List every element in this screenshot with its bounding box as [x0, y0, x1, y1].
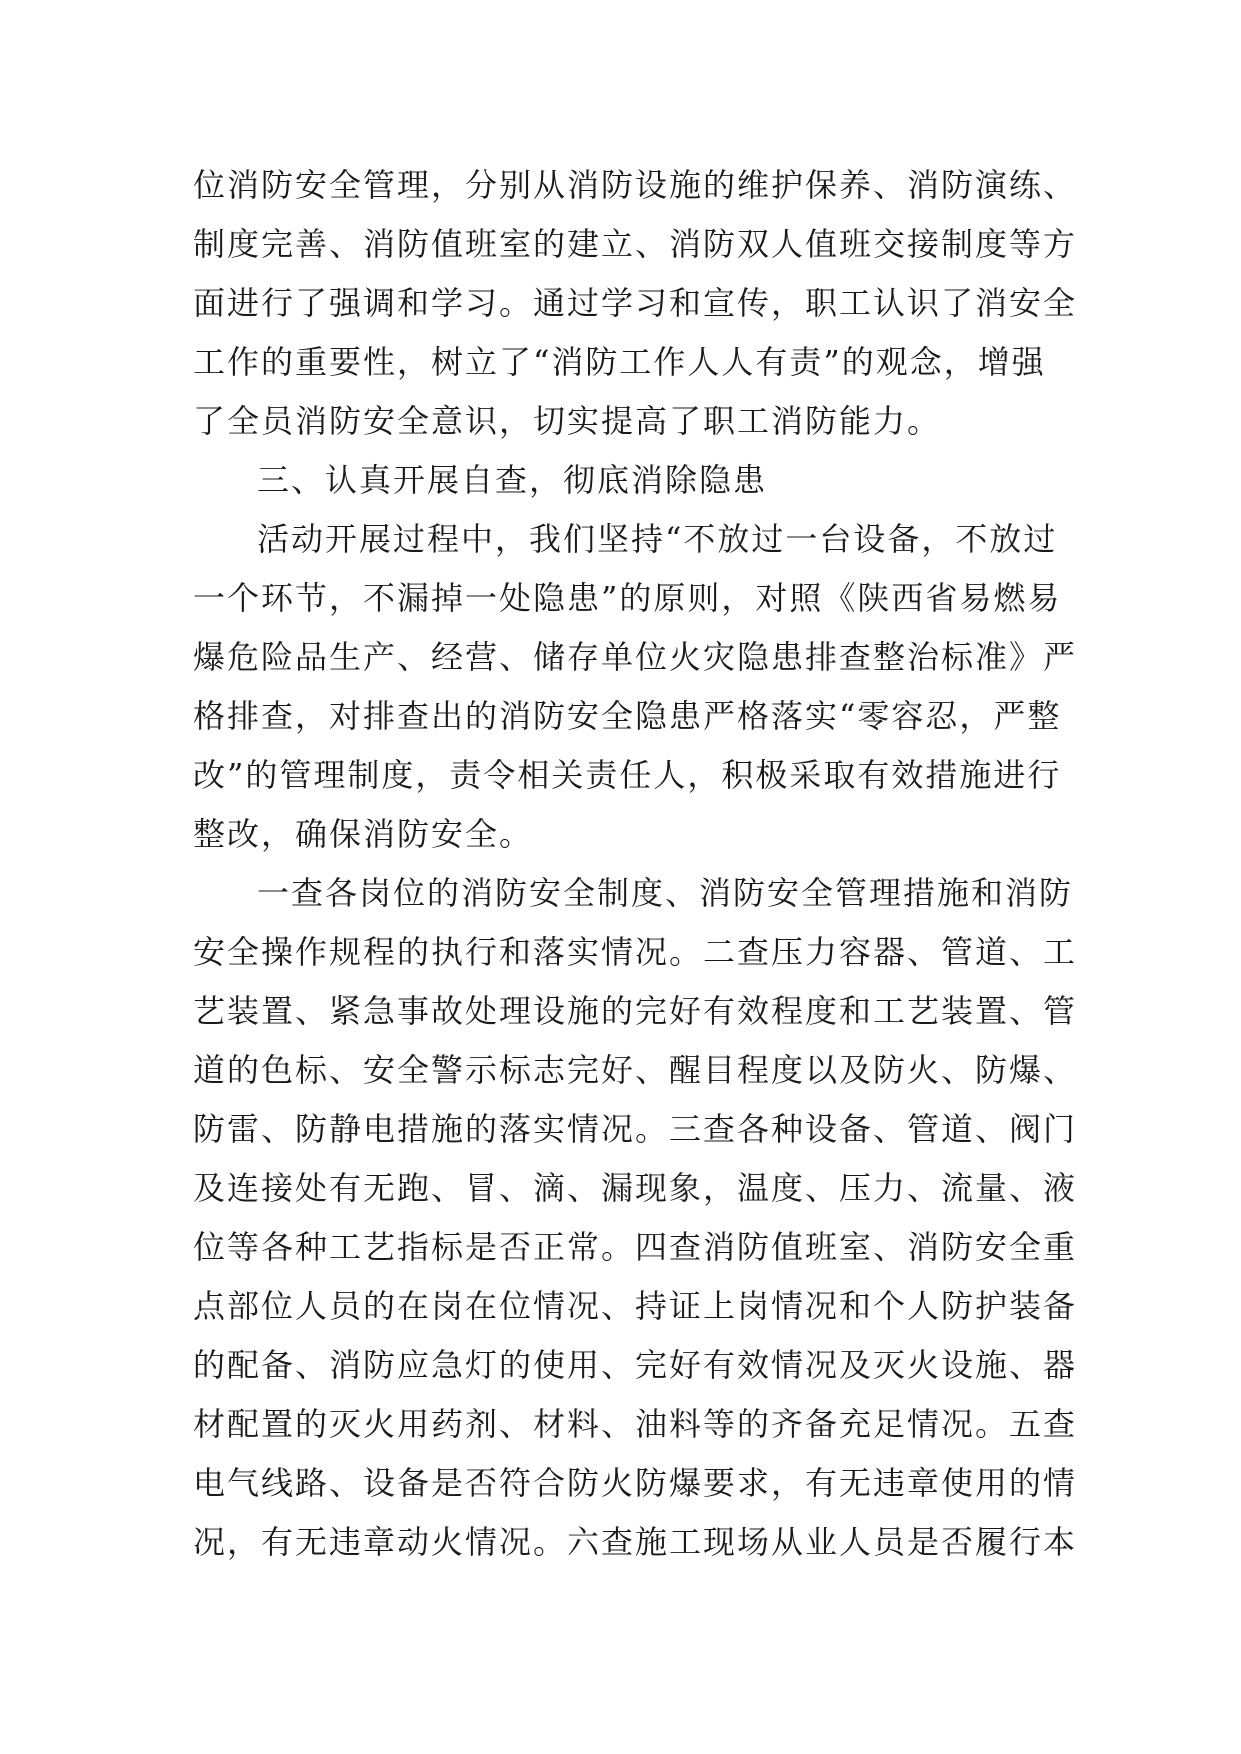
section-heading: 三、认真开展自查，彻底消除隐患 [257, 461, 768, 499]
text-line: 安全操作规程的执行和落实情况。二查压力容器、管道、工 [193, 933, 1078, 971]
text-line: 制度完善、消防值班室的建立、消防双人值班交接制度等方 [193, 225, 1078, 263]
text-line: 位等各种工艺指标是否正常。四查消防值班室、消防安全重 [193, 1228, 1078, 1266]
text-line: 一个环节，不漏掉一处隐患”的原则，对照《陕西省易燃易 [193, 579, 1062, 617]
text-line: 爆危险品生产、经营、储存单位火灾隐患排查整治标准》严 [193, 638, 1078, 676]
text-line: 的配备、消防应急灯的使用、完好有效情况及灭火设施、器 [193, 1346, 1078, 1384]
body-text [193, 156, 1078, 1572]
text-line: 电气线路、设备是否符合防火防爆要求，有无违章使用的情 [193, 1464, 1078, 1502]
text-line: 艺装置、紧急事故处理设施的完好有效程度和工艺装置、管 [193, 992, 1078, 1030]
text-line: 况，有无违章动火情况。六查施工现场从业人员是否履行本 [193, 1523, 1078, 1561]
text-line: 道的色标、安全警示标志完好、醒目程度以及防火、防爆、 [193, 1051, 1078, 1089]
text-line: 活动开展过程中，我们坚持“不放过一台设备，不放过 [257, 520, 1058, 558]
text-line: 工作的重要性，树立了“消防工作人人有责”的观念，增强 [193, 343, 1046, 381]
text-line: 位消防安全管理，分别从消防设施的维护保养、消防演练、 [193, 166, 1078, 204]
text-line: 及连接处有无跑、冒、滴、漏现象，温度、压力、流量、液 [193, 1169, 1078, 1207]
text-line: 点部位人员的在岗在位情况、持证上岗情况和个人防护装备 [193, 1287, 1078, 1325]
text-line: 了全员消防安全意识，切实提高了职工消防能力。 [193, 402, 942, 440]
text-line: 格排查，对排查出的消防安全隐患严格落实“零容忍，严整 [193, 697, 1062, 735]
text-line: 防雷、防静电措施的落实情况。三查各种设备、管道、阀门 [193, 1110, 1078, 1148]
text-line: 一查各岗位的消防安全制度、消防安全管理措施和消防 [257, 874, 1074, 912]
text-line: 改”的管理制度，责令相关责任人，积极采取有效措施进行 [193, 756, 1062, 794]
text-line: 面进行了强调和学习。通过学习和宣传，职工认识了消安全 [193, 284, 1078, 322]
text-line: 材配置的灭火用药剂、材料、油料等的齐备充足情况。五查 [193, 1405, 1078, 1443]
text-line: 整改，确保消防安全。 [193, 815, 534, 853]
